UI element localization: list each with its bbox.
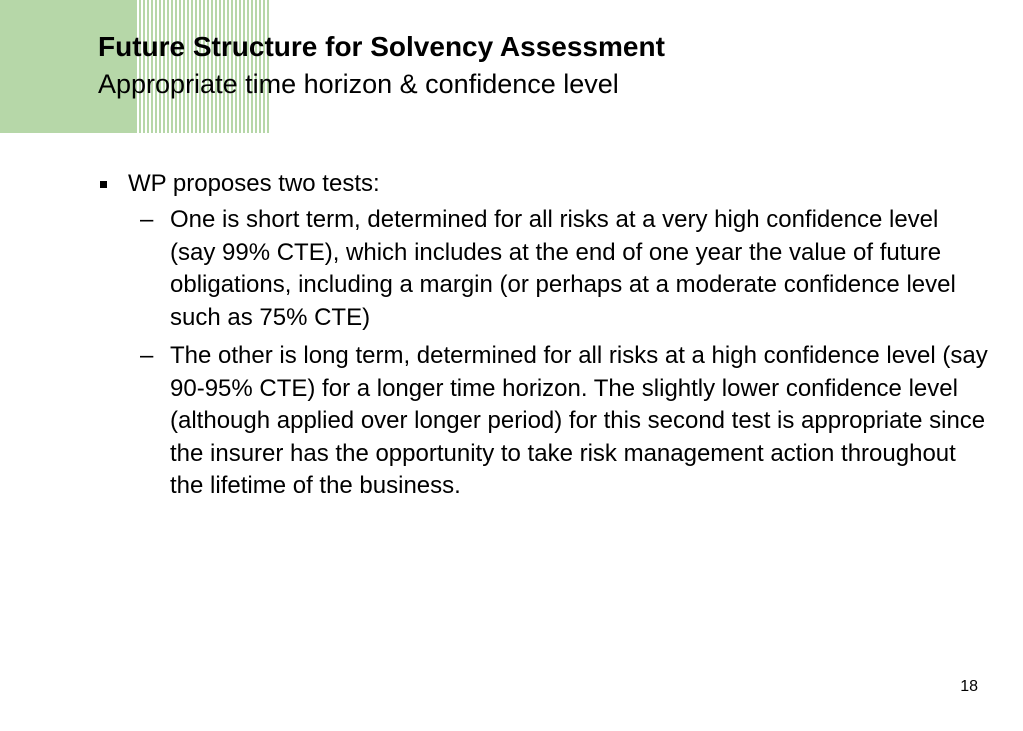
header-decoration-block <box>0 0 135 133</box>
sub-bullet-text: One is short term, determined for all risks at a very high confidence level (say 99% CTE), which includes at the end of one year the value of future obligations, including a margin (or perhaps at a moderate confidence level such as 75% CTE) <box>170 206 956 331</box>
slide-body <box>98 168 988 509</box>
square-bullet-icon <box>98 168 128 200</box>
bullet-text: WP proposes two tests: <box>128 170 380 197</box>
page-number: 18 <box>960 678 978 695</box>
sub-bullet-list <box>98 204 988 503</box>
header-decoration-stripes <box>135 0 269 133</box>
dash-marker: – <box>140 342 154 369</box>
sub-bullet-item <box>138 340 988 503</box>
slide-title: Future Structure for Solvency Assessment <box>98 31 665 62</box>
sub-bullet-text: The other is long term, determined for all risks at a high confidence level (say 90-95% CTE) for a longer time horizon. The slightly lower confidence level (although applied over longer period) for this second test is appropriate since the insurer has the opportunity to take risk management action throughout the lifetime of the business. <box>170 342 988 499</box>
dash-marker: – <box>140 206 154 233</box>
sub-bullet-item <box>138 204 988 334</box>
slide-subtitle: Appropriate time horizon & confidence level <box>98 69 619 99</box>
bullet-item <box>98 168 988 200</box>
